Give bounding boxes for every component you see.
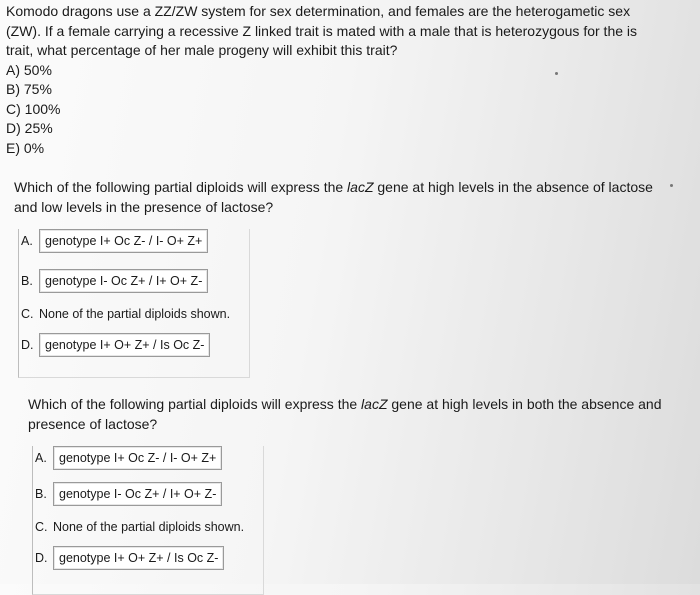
question-2-choice-a[interactable] [19,229,208,253]
question-3 [28,395,688,595]
choice-text: None of the partial diploids shown. [53,520,245,534]
question-2-choice-b[interactable] [19,269,208,293]
choice-text: genotype I+ O+ Z+ / Is Oc Z- [39,333,210,357]
question-3-stem-text-end: gene at high levels in both the absence and presence of lactose? [28,396,662,432]
question-1-option-e[interactable]: E) 0% [6,139,45,156]
question-2-choices [18,229,250,378]
question-1 [6,2,694,158]
question-2-stem-text-start: Which of the following partial diploids will express the [14,179,348,195]
choice-letter: B. [35,487,47,501]
question-1-stem-line-1: Komodo dragons use a ZZ/ZW system for sex determination, and females are the heterogametic sex [6,3,631,19]
question-3-choice-b[interactable] [33,482,222,506]
stray-mark [555,72,558,75]
question-1-stem-line-2: (ZW). If a female carrying a recessive Z linked trait is mated with a male that is heterozygous for the is [6,22,638,39]
question-1-option-a[interactable]: A) 50% [6,61,52,78]
question-3-choice-a[interactable] [33,446,222,470]
question-2-gene-name: lacZ [347,179,374,195]
choice-text: genotype I+ O+ Z+ / Is Oc Z- [53,546,224,570]
question-3-choice-d[interactable] [33,546,224,570]
choice-letter: C. [35,520,48,534]
question-2 [14,178,664,378]
choice-text: genotype I- Oc Z+ / I+ O+ Z- [53,482,222,506]
choice-letter: A. [21,234,33,248]
choice-text: genotype I+ Oc Z- / I- O+ Z+ [53,446,222,470]
question-3-choice-c[interactable] [33,520,244,534]
question-2-choice-c[interactable] [19,307,230,321]
question-3-choices [32,446,264,595]
stray-mark [670,184,673,187]
choice-letter: D. [21,338,34,352]
choice-text: None of the partial diploids shown. [39,307,231,321]
question-1-option-b[interactable]: B) 75% [6,81,52,97]
question-1-stem-line-3: trait, what percentage of her male progeny will exhibit this trait? [6,42,398,58]
question-3-gene-name: lacZ [361,396,388,412]
question-3-stem-text-start: Which of the following partial diploids will express the [28,396,362,412]
choice-letter: C. [21,307,34,321]
choice-text: genotype I+ Oc Z- / I- O+ Z+ [39,229,208,253]
question-3-stem [28,395,688,434]
question-2-stem [14,178,664,217]
choice-letter: A. [35,451,47,465]
question-1-option-c[interactable]: C) 100% [6,100,61,117]
choice-letter: D. [35,551,48,565]
question-2-stem-text-end: gene at high levels in the absence of lactose and low levels in the presence of lactose? [14,179,653,215]
question-2-choice-d[interactable] [19,333,210,357]
choice-letter: B. [21,274,33,288]
question-1-option-d[interactable]: D) 25% [6,120,53,136]
choice-text: genotype I- Oc Z+ / I+ O+ Z- [39,269,208,293]
